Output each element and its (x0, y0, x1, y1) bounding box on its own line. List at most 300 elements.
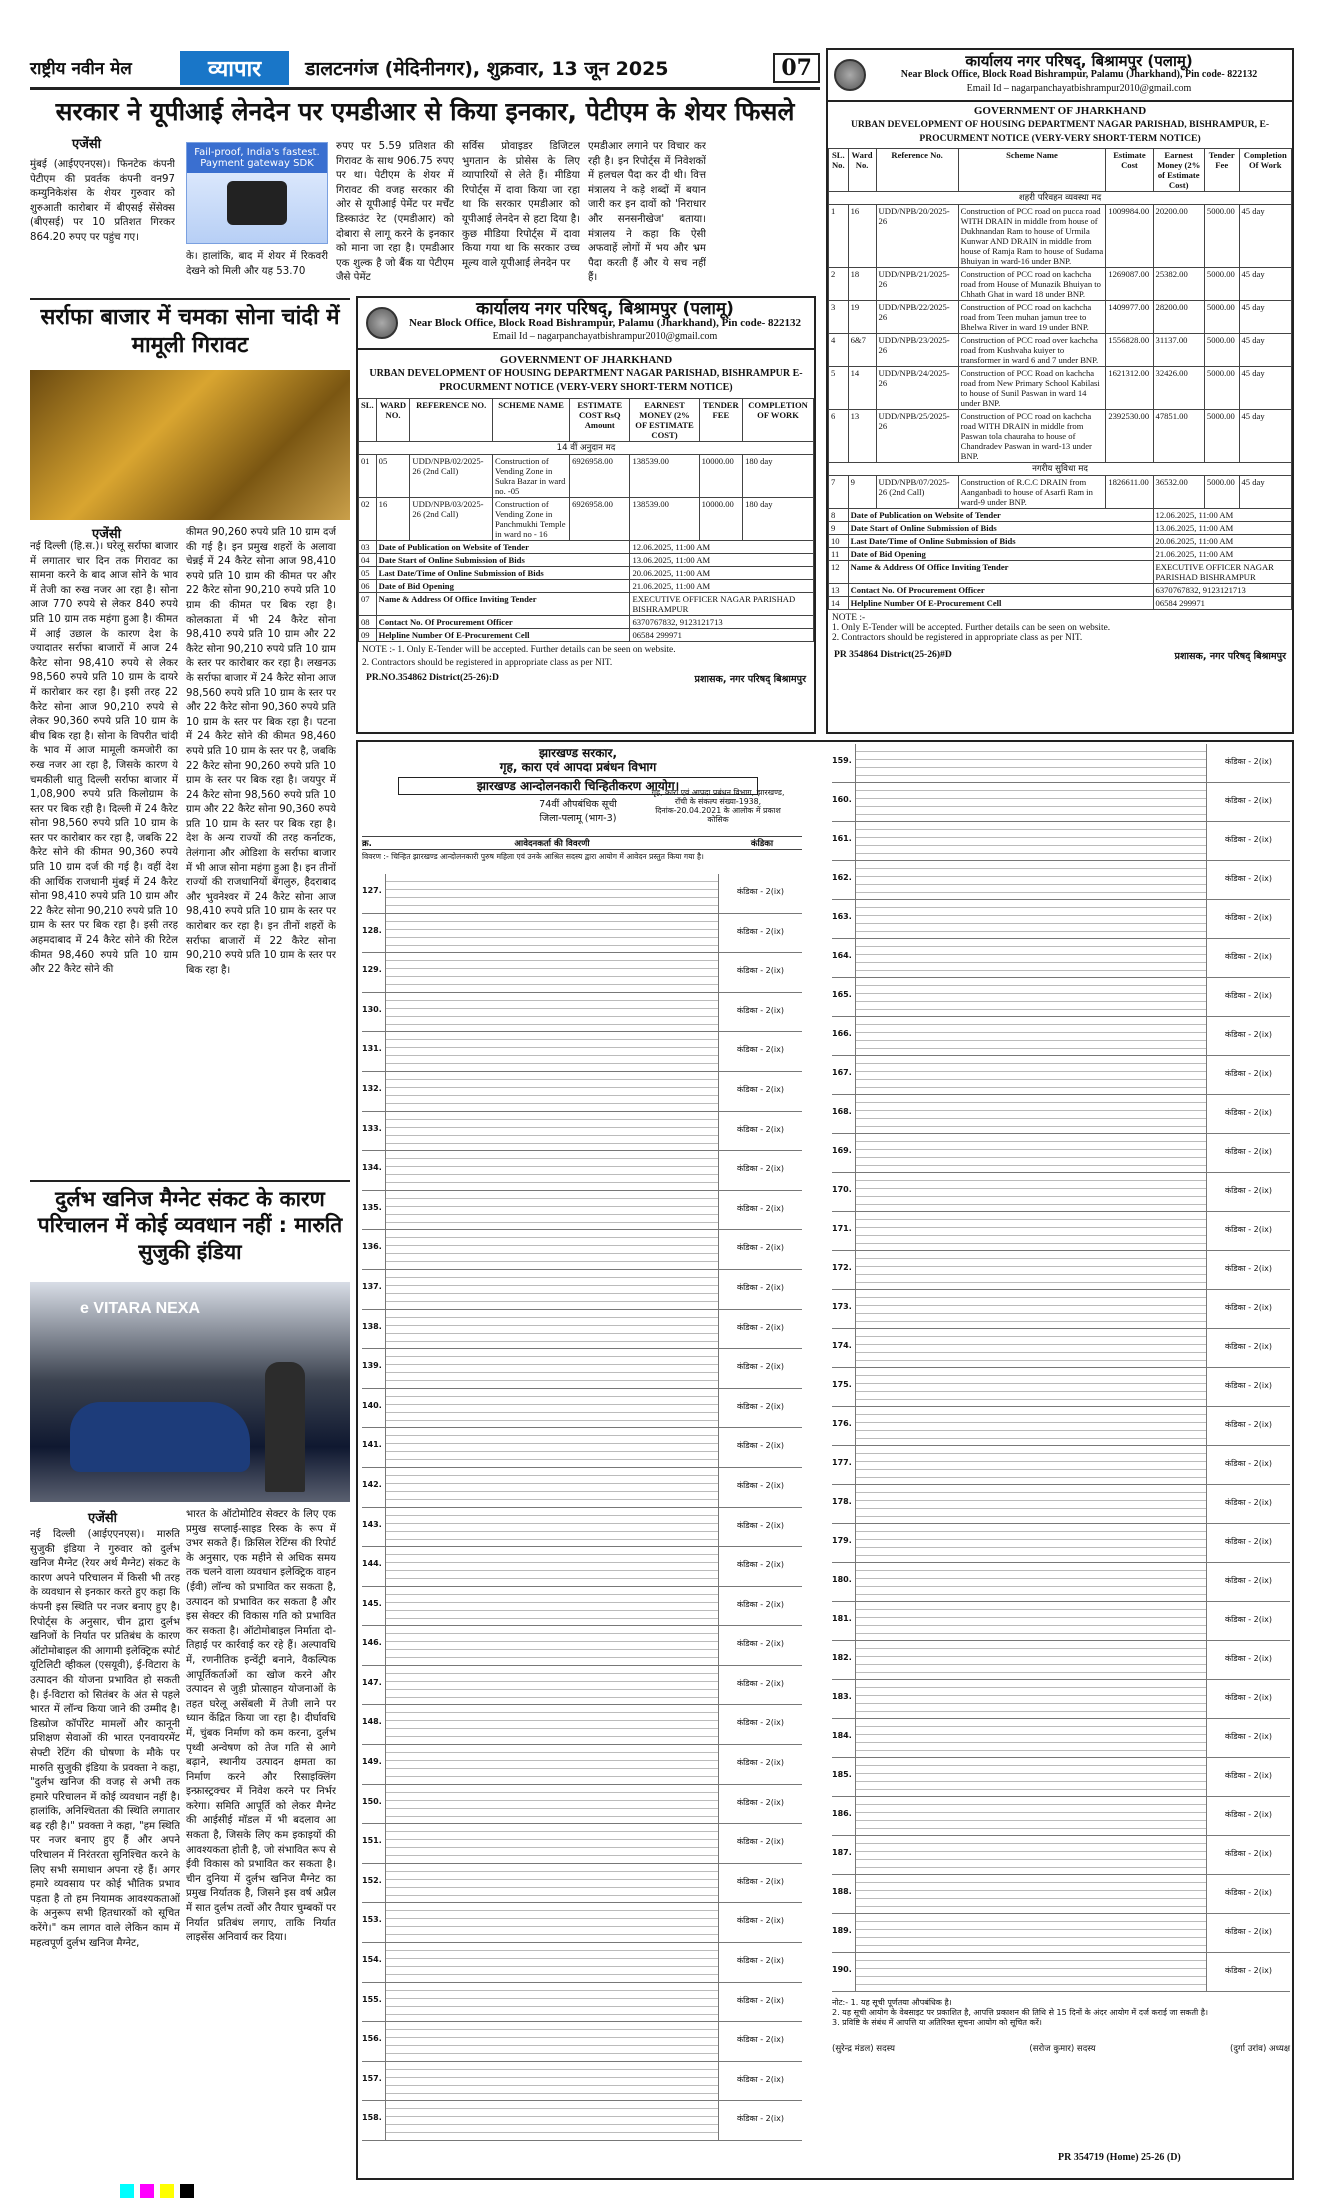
info-row (829, 522, 1292, 535)
entry-clause: कंडिका - 2(ix) (1206, 1836, 1290, 1874)
info-serial: 14 (829, 597, 849, 610)
headline-paytm: सरकार ने यूपीआई लेनदेन पर एमडीआर से किया इनकार, पेटीएम के शेयर फिसले (55, 97, 795, 126)
entry-clause: कंडिका - 2(ix) (718, 1903, 802, 1942)
info-label: Date of Bid Opening (848, 548, 1153, 561)
entry-details (856, 1602, 1206, 1640)
entry-clause: कंडिका - 2(ix) (1206, 1680, 1290, 1718)
signatory: प्रशासक, नगर परिषद् बिश्रामपुर (1174, 651, 1286, 662)
table-cell: 14 (848, 367, 876, 410)
notice-title: URBAN DEVELOPMENT OF HOUSING DEPARTMENT NAGAR PARISHAD, BISHRAMPUR E-PROCURMENT NOTICE (VERY-VERY SHORT-TERM NOTICE) (369, 368, 803, 393)
list-item (362, 1745, 802, 1785)
entry-details (386, 1705, 718, 1744)
list-item (362, 1587, 802, 1627)
list-item (362, 1428, 802, 1468)
info-value: 6370767832, 9123121713 (630, 616, 814, 629)
info-row (359, 616, 814, 629)
info-label: Helpline Number Of E-Procurement Cell (848, 597, 1153, 610)
entry-details (386, 1389, 718, 1428)
entry-serial: 177. (832, 1446, 856, 1484)
entry-clause: कंडिका - 2(ix) (718, 1824, 802, 1863)
entry-serial: 131. (362, 1032, 386, 1071)
table-cell: UDD/NPB/22/2025-26 (876, 301, 958, 334)
column-header: ESTIMATE COST RsQ Amount (570, 399, 630, 442)
info-value: 20.06.2025, 11:00 AM (1153, 535, 1291, 548)
notice-note: NOTE :- (832, 613, 866, 623)
entry-details (856, 1680, 1206, 1718)
article-col: सर्विस प्रोवाइडर डिजिटल भुगतान के प्रोसेस के लिए व्यापारियों से लेते हैं। मीडिया रिपोर्ट्स में दावा किया जा रहा था कि सरकार एमडीआर को यूपीआई लेनदेन से हटा दिया है। कुछ मीडिया रिपोर्ट्स में दावा किया गया था कि सरकार उच्च मूल्य वाले यूपीआई लेनदेन पर (462, 141, 580, 269)
info-serial: 06 (359, 580, 377, 593)
entry-details (386, 914, 718, 953)
entry-serial: 136. (362, 1230, 386, 1269)
entry-serial: 154. (362, 1943, 386, 1982)
table-row (829, 410, 1292, 463)
info-row (829, 597, 1292, 610)
entry-serial: 184. (832, 1719, 856, 1757)
entry-details (386, 1626, 718, 1665)
entry-clause: कंडिका - 2(ix) (1206, 1290, 1290, 1328)
list-item (362, 1032, 802, 1072)
entry-serial: 132. (362, 1072, 386, 1111)
entry-details (856, 1446, 1206, 1484)
table-cell: 10000.00 (699, 455, 742, 498)
list-item (832, 1836, 1290, 1875)
table-cell: 1 (829, 205, 849, 268)
entry-details (386, 1785, 718, 1824)
entry-clause: कंडिका - 2(ix) (718, 1428, 802, 1467)
entry-clause: कंडिका - 2(ix) (1206, 861, 1290, 899)
entry-details (386, 1547, 718, 1586)
headline-maruti: दुर्लभ खनिज मैग्नेट संकट के कारण परिचालन में कोई व्यवधान नहीं : मारुति सुजुकी इंडिया (37, 1187, 343, 1264)
entry-serial: 175. (832, 1368, 856, 1406)
info-row (359, 567, 814, 580)
table-cell: 6&7 (848, 334, 876, 367)
entry-clause: कंडिका - 2(ix) (1206, 1173, 1290, 1211)
entry-clause: कंडिका - 2(ix) (1206, 1641, 1290, 1679)
article-col: मुंबई (आईएएनएस)। फिनटेक कंपनी पेटीएम की प्रवर्तक कंपनी वन97 कम्युनिकेशंस के शेयर गुरुवार को शुरुआती कारोबार में बीएसई सेंसेक्स (बीएसई) पर 10 प्रतिशत गिरकर 864.20 रुपए पर पहुंच गए। (30, 159, 175, 243)
info-row (359, 541, 814, 554)
entry-clause: कंडिका - 2(ix) (718, 953, 802, 992)
entry-clause: कंडिका - 2(ix) (718, 1072, 802, 1111)
info-serial: 8 (829, 509, 849, 522)
table-cell: 1009984.00 (1106, 205, 1153, 268)
signatory: (सुरेन्द्र मंडल) सदस्य (832, 2044, 895, 2054)
info-row (829, 535, 1292, 548)
entry-details (856, 1875, 1206, 1913)
article-col: नई दिल्ली (आईएएनएस)। मारुति सुजुकी इंडिया ने गुरुवार को दुर्लभ खनिज मैग्नेट (रेयर अर्थ मैग्नेट) संकट के कारण अपने परिचालन में किसी भी तरह के व्यवधान से इनकार करते हुए कहा कि कंपनी इस स्थिति पर नजर बनाए हुए है। रिपोर्ट्स के अनुसार, चीन द्वारा दुर्लभ खनिजों के निर्यात पर प्रतिबंध के कारण ऑटोमोबाइल की आगामी इलेक्ट्रिक स्पोर्ट यूटिलिटी व्हीकल (एसयूवी), ई-विटारा के उत्पादन की योजना प्रभावित हो सकती है। ई-विटारा को सितंबर के अंत से पहले भारत में लॉन्च किया जाने की उम्मीद है। डिस्प्रोज कॉर्पोरेट मामलों और कानूनी प्रशिक्षण सेवाओं की भारत एनवायरमेंट सेफ्टी रेटिंग की घोषणा के मौके पर मारुति सुजुकी इंडिया के प्रवक्ता ने कहा, "दुर्लभ खनिज की वजह से अभी तक हमारे परिचालन में कोई व्यवधान नहीं है। हालांकि, अनिश्चितता की स्थिति लगातार बढ़ रही है।" प्रवक्ता ने कहा, "हम स्थिति पर नजर बनाए हुए हैं और अपने परिचालन में निरंतरता सुनिश्चित करने के लिए सभी समाधान अपना रहे हैं। अगर हमारे व्यवसाय पर कोई भौतिक प्रभाव पड़ता है तो हम नियामक आवश्यकताओं के अनुरूप सभी हितधारकों को सूचित करेंगे।" कम लागत वाले लेकिन काम में महत्वपूर्ण दुर्लभ खनिज मैग्नेट, (30, 1529, 180, 1949)
list-item (362, 914, 802, 954)
list-item (832, 1680, 1290, 1719)
info-label: Date of Bid Opening (376, 580, 630, 593)
entry-clause: कंडिका - 2(ix) (718, 914, 802, 953)
entry-clause: कंडिका - 2(ix) (718, 1547, 802, 1586)
entry-clause: कंडिका - 2(ix) (1206, 1602, 1290, 1640)
entry-clause: कंडिका - 2(ix) (718, 2022, 802, 2061)
table-cell: 45 day (1239, 301, 1292, 334)
list-title: 74वीं औपबंधिक सूची (539, 799, 617, 810)
list-item (832, 1095, 1290, 1134)
table-row (829, 268, 1292, 301)
list-item (362, 1270, 802, 1310)
info-serial: 13 (829, 584, 849, 597)
entry-clause: कंडिका - 2(ix) (1206, 1875, 1290, 1913)
entry-clause: कंडिका - 2(ix) (1206, 1914, 1290, 1952)
article-col: के। हालांकि, बाद में शेयर में रिकवरी देखने को मिली और यह 53.70 (186, 251, 328, 277)
table-cell: Construction of PCC road over kachcha road from Kushvaha kuiyer to transformer in ward 6 and 7 under BNP. (958, 334, 1106, 367)
entry-details (386, 1349, 718, 1388)
list-item (362, 1666, 802, 1706)
table-cell: 10000.00 (699, 498, 742, 541)
table-cell: UDD/NPB/07/2025-26 (2nd Call) (876, 476, 958, 509)
info-label: Name & Address Of Office Inviting Tender (848, 561, 1153, 584)
entry-clause: कंडिका - 2(ix) (718, 1508, 802, 1547)
resolution-ref: गृह, कारा एवं आपदा प्रबंधन विभाग, झारखण्ड, राँची के संकल्प संख्या-1938, दिनांक-20.04.2021 के आलोक में प्रकाश कोसिक (651, 788, 785, 824)
entry-serial: 156. (362, 2022, 386, 2061)
table-cell: 1621312.00 (1106, 367, 1153, 410)
column-header: REFERENCE NO. (410, 399, 493, 442)
info-label: Contact No. Of Procurement Officer (848, 584, 1153, 597)
table-cell: 13 (848, 410, 876, 463)
entry-details (856, 1563, 1206, 1601)
table-cell: UDD/NPB/21/2025-26 (876, 268, 958, 301)
entry-details (386, 993, 718, 1032)
entry-clause: कंडिका - 2(ix) (1206, 1251, 1290, 1289)
entry-serial: 135. (362, 1191, 386, 1230)
entry-details (386, 2101, 718, 2140)
table-cell: 47851.00 (1153, 410, 1204, 463)
entry-details (856, 1212, 1206, 1250)
list-item (362, 1785, 802, 1825)
entry-serial: 145. (362, 1587, 386, 1626)
table-cell: 5000.00 (1204, 410, 1239, 463)
entry-serial: 169. (832, 1134, 856, 1172)
notice-title: URBAN DEVELOPMENT OF HOUSING DEPARTMENT NAGAR PARISHAD, BISHRAMPUR, E-PROCURMENT NOTICE (VERY-VERY SHORT-TERM NOTICE) (850, 119, 1270, 144)
article-col: भारत के ऑटोमोटिव सेक्टर के लिए एक प्रमुख सप्लाई-साइड रिस्क के रूप में उभर सकते हैं। क्रिसिल रेटिंग्स की रिपोर्ट के अनुसार, एक महीने से अधिक समय तक चलने वाला व्यवधान इलेक्ट्रिक वाहन (ईवी) लॉन्च को प्रभावित कर सकता है, उत्पादन को प्रभावित कर सकता है और इस सेक्टर की विकास गति को प्रभावित कर सकता है। ऑटोमोबाइल निर्माता दो-तिहाई पर कार्रवाई कर रहे हैं। अल्पावधि में, रणनीतिक इन्वेंट्री बनाने, वैकल्पिक आपूर्तिकर्ताओं का खोज करने और उत्पादन से जुड़ी प्रोत्साहन योजनाओं के तहत घरेलू असेंबली में तेजी लाने पर ध्यान केंद्रित किया जा रहा है। दीर्घावधि में, चुंबक निर्माण को कम करना, दुर्लभ पृथ्वी अन्वेषण को तेज गति से आगे बढ़ाने, स्थानीय उत्पादन क्षमता का निर्माण करने और रिसाइक्लिंग इन्फ्रास्ट्रक्चर में निवेश करने पर निर्भर करेगा। समिति आपूर्ति को लेकर मैग्नेट की आईसीई मॉडल में भी बदलाव आ सकता है, जिसके लिए कम इकाइयों की आवश्यकता होती है, जो संभावित रूप से ईवी विकास को प्रभावित कर सकता है। चीन दुनिया में दुर्लभ खनिज मैग्नेट का प्रमुख निर्यातक है, जिसने इस वर्ष अप्रैल में सात दुर्लभ तत्वों और तैयार चुम्बकों पर निर्यात प्रतिबंध लगाए, ताकि निर्यात लाइसेंस अनिवार्य कर दिया। (186, 1509, 336, 1944)
entry-clause: कंडिका - 2(ix) (718, 1587, 802, 1626)
list-item (832, 1914, 1290, 1953)
entry-clause: कंडिका - 2(ix) (718, 1626, 802, 1665)
article-col: एमडीआर लगाने पर विचार कर रही है। इन रिपोर्ट्स में निवेशकों में हलचल पैदा कर दी थी। वित्त मंत्रालय ने कड़े शब्दों में बयान जारी कर इन दावों को 'निराधार और सनसनीखेज' बताया। मंत्रालय ने कहा कि ऐसी अफवाहें लोगों में भय और भ्रम पैदा करती हैं और ये सच नहीं हैं। (588, 141, 706, 284)
table-cell: 1269087.00 (1106, 268, 1153, 301)
list-item (832, 1563, 1290, 1602)
entry-serial: 158. (362, 2101, 386, 2140)
info-serial: 12 (829, 561, 849, 584)
entry-serial: 182. (832, 1641, 856, 1679)
table-cell: 6926958.00 (570, 498, 630, 541)
entry-details (856, 978, 1206, 1016)
table-cell: 32426.00 (1153, 367, 1204, 410)
info-label: Date of Publication on Website of Tender (848, 509, 1153, 522)
list-item (832, 1134, 1290, 1173)
entry-serial: 139. (362, 1349, 386, 1388)
entry-details (386, 1943, 718, 1982)
entry-clause: कंडिका - 2(ix) (1206, 978, 1290, 1016)
entry-details (856, 783, 1206, 821)
column-header: Completion Of Work (1239, 149, 1292, 192)
entry-serial: 188. (832, 1875, 856, 1913)
list-item (832, 1602, 1290, 1641)
list-item (362, 1349, 802, 1389)
entry-details (386, 1151, 718, 1190)
list-item (362, 1112, 802, 1152)
list-item (832, 1251, 1290, 1290)
entry-clause: कंडिका - 2(ix) (1206, 1524, 1290, 1562)
table-cell: UDD/NPB/23/2025-26 (876, 334, 958, 367)
info-serial: 05 (359, 567, 377, 580)
list-item (832, 939, 1290, 978)
andolankari-notice (356, 740, 1294, 2180)
info-serial: 04 (359, 554, 377, 567)
entry-details (386, 2022, 718, 2061)
info-label: Last Date/Time of Online Submission of Bids (848, 535, 1153, 548)
entry-details (856, 1641, 1206, 1679)
entry-clause: कंडिका - 2(ix) (1206, 939, 1290, 977)
gov-title: GOVERNMENT OF JHARKHAND (499, 354, 673, 366)
entry-details (856, 1368, 1206, 1406)
list-item (832, 822, 1290, 861)
entry-serial: 189. (832, 1914, 856, 1952)
entry-serial: 157. (362, 2062, 386, 2101)
entry-details (856, 1836, 1206, 1874)
district-title: जिला-पलामू (भाग-3) (539, 813, 617, 824)
list-item (362, 1626, 802, 1666)
entry-clause: कंडिका - 2(ix) (718, 1785, 802, 1824)
article-col: रुपए पर 5.59 प्रतिशत की गिरावट के साथ 906.75 रुपए पर था। पेटीएम के शेयर में गिरावट की वजह सरकार की ओर से यूपीआई पेमेंट पर मर्चेंट डिस्काउंट रेट (एमडीआर) को दोबारा से लागू करने के इनकार को माना जा रहा है। एमडीआर एक शुल्क है जो बैंक या पेटीएम जैसे पेमेंट (336, 141, 454, 284)
entry-details (856, 1407, 1206, 1445)
ad-text: Fail-proof, India's fastest. Payment gateway SDK (187, 143, 327, 173)
entry-serial: 176. (832, 1407, 856, 1445)
info-serial: 09 (359, 629, 377, 642)
entry-details (386, 1032, 718, 1071)
entry-details (386, 1072, 718, 1111)
entry-details (856, 1134, 1206, 1172)
entry-serial: 134. (362, 1151, 386, 1190)
car-shape (70, 1402, 250, 1472)
person-shape (265, 1362, 305, 1492)
entry-clause: कंडिका - 2(ix) (718, 1191, 802, 1230)
entry-details (856, 900, 1206, 938)
entry-clause: कंडिका - 2(ix) (718, 1468, 802, 1507)
table-cell: Construction of PCC road on kachcha road from Teen muhan jamun tree to Bhelwa River in ward 19 under BNP. (958, 301, 1106, 334)
entry-serial: 151. (362, 1824, 386, 1863)
entry-details (386, 874, 718, 913)
entry-details (856, 1173, 1206, 1211)
list-item (832, 1290, 1290, 1329)
list-item (832, 1368, 1290, 1407)
entry-serial: 152. (362, 1864, 386, 1903)
entry-details (386, 1230, 718, 1269)
column-header: EARNEST MONEY (2% OF ESTIMATE COST) (630, 399, 699, 442)
entry-serial: 160. (832, 783, 856, 821)
entry-clause: कंडिका - 2(ix) (1206, 1485, 1290, 1523)
entry-serial: 141. (362, 1428, 386, 1467)
info-label: Date Start of Online Submission of Bids (848, 522, 1153, 535)
gold-jewellery-photo (30, 370, 350, 520)
info-label: Name & Address Of Office Inviting Tender (376, 593, 630, 616)
list-item (362, 1943, 802, 1983)
entry-serial: 166. (832, 1017, 856, 1055)
entry-details (386, 1745, 718, 1784)
entry-clause: कंडिका - 2(ix) (1206, 1797, 1290, 1835)
table-row (359, 455, 814, 498)
entry-clause: कंडिका - 2(ix) (1206, 1563, 1290, 1601)
entry-serial: 144. (362, 1547, 386, 1586)
page-number: 07 (773, 53, 820, 83)
info-value: 12.06.2025, 11:00 AM (630, 541, 814, 554)
info-row (359, 593, 814, 616)
table-cell: 19 (848, 301, 876, 334)
info-row (829, 548, 1292, 561)
list-item (362, 1151, 802, 1191)
entry-serial: 155. (362, 1983, 386, 2022)
notice-note: NOTE :- 1. Only E-Tender will be accepted. Further details can be seen on website. (362, 645, 676, 655)
table-cell: 2392530.00 (1106, 410, 1153, 463)
info-value: 13.06.2025, 11:00 AM (1153, 522, 1291, 535)
entry-details (856, 1914, 1206, 1952)
list-item (362, 1705, 802, 1745)
table-row (829, 476, 1292, 509)
section-subhead: 14 वीं अनुदान मद (359, 442, 814, 455)
table-cell: 20200.00 (1153, 205, 1204, 268)
table-cell: 25382.00 (1153, 268, 1204, 301)
table-cell: 16 (848, 205, 876, 268)
footnote: 3. प्रविष्टि के संबंध में आपत्ति या अतिरिक्त सूचना आयोग को सूचित करें। (832, 2018, 1042, 2027)
entry-serial: 167. (832, 1056, 856, 1094)
car-banner-text: e VITARA NEXA (80, 1300, 201, 1317)
table-cell: 180 day (743, 455, 814, 498)
table-cell: 5000.00 (1204, 367, 1239, 410)
table-cell: Construction of PCC road on kachcha road WITH DRAIN in middle from Paswan tola chauraha to house of Chandradev Paswan in ward-13 under BNP. (958, 410, 1106, 463)
col-serial: क्र. (362, 839, 372, 849)
entry-clause: कंडिका - 2(ix) (718, 1705, 802, 1744)
entry-details (856, 1056, 1206, 1094)
table-cell: Construction of PCC road on kachcha road from House of Munazik Bhuiyan to Chhath Ghat in ward 18 under BNP. (958, 268, 1106, 301)
office-name: कार्यालय नगर परिषद्, बिश्रामपुर (पलामू) (965, 52, 1193, 70)
table-cell: 2 (829, 268, 849, 301)
entry-serial: 147. (362, 1666, 386, 1705)
info-label: Last Date/Time of Online Submission of Bids (376, 567, 630, 580)
entry-serial: 187. (832, 1836, 856, 1874)
entry-serial: 179. (832, 1524, 856, 1562)
info-row (359, 629, 814, 642)
table-cell: 3 (829, 301, 849, 334)
entry-clause: कंडिका - 2(ix) (718, 2062, 802, 2101)
column-header: SL. No. (829, 149, 849, 192)
entry-details (856, 1953, 1206, 1991)
table-cell: 1409977.00 (1106, 301, 1153, 334)
entry-details (856, 939, 1206, 977)
info-value: 13.06.2025, 11:00 AM (630, 554, 814, 567)
info-row (829, 584, 1292, 597)
section-subhead: शहरी परिवहन व्यवस्था मद (829, 192, 1292, 205)
column-header: Ward No. (848, 149, 876, 192)
office-email: Email Id – nagarpanchayatbishrampur2010@gmail.com (492, 331, 718, 342)
entry-details (856, 1485, 1206, 1523)
paper-brand: राष्ट्रीय नवीन मेल (30, 59, 132, 79)
list-item (832, 1017, 1290, 1056)
table-cell: 4 (829, 334, 849, 367)
table-cell: 6926958.00 (570, 455, 630, 498)
table-cell: 45 day (1239, 205, 1292, 268)
entry-clause: कंडिका - 2(ix) (1206, 1719, 1290, 1757)
table-cell: UDD/NPB/03/2025-26 (2nd Call) (410, 498, 493, 541)
table-cell: 1826611.00 (1106, 476, 1153, 509)
info-row (829, 561, 1292, 584)
info-value: 12.06.2025, 11:00 AM (1153, 509, 1291, 522)
entry-clause: कंडिका - 2(ix) (1206, 744, 1290, 782)
notice-note: 2. Contractors should be registered in appropriate class as per NIT. (362, 658, 613, 668)
entry-clause: कंडिका - 2(ix) (718, 993, 802, 1032)
entry-serial: 146. (362, 1626, 386, 1665)
entry-serial: 171. (832, 1212, 856, 1250)
list-item (832, 1758, 1290, 1797)
table-cell: 138539.00 (630, 498, 699, 541)
entry-serial: 143. (362, 1508, 386, 1547)
list-item (362, 1389, 802, 1429)
table-cell: 45 day (1239, 476, 1292, 509)
col-details: आवेदनकर्ता की विवरणी (514, 839, 590, 849)
list-item (832, 900, 1290, 939)
info-value: 06584 299971 (630, 629, 814, 642)
entry-serial: 140. (362, 1389, 386, 1428)
entry-clause: कंडिका - 2(ix) (1206, 822, 1290, 860)
entry-details (856, 1758, 1206, 1796)
list-item (832, 783, 1290, 822)
entry-clause: कंडिका - 2(ix) (1206, 1446, 1290, 1484)
list-item (832, 1329, 1290, 1368)
info-serial: 03 (359, 541, 377, 554)
entry-clause: कंडिका - 2(ix) (1206, 1095, 1290, 1133)
entry-serial: 164. (832, 939, 856, 977)
tender-table (828, 148, 1292, 610)
table-cell: UDD/NPB/02/2025-26 (2nd Call) (410, 455, 493, 498)
column-header: WARD NO. (376, 399, 410, 442)
section-label: व्यापार (180, 51, 289, 85)
entry-serial: 128. (362, 914, 386, 953)
info-serial: 11 (829, 548, 849, 561)
ad-box (186, 142, 328, 244)
table-cell: 6 (829, 410, 849, 463)
list-item (832, 978, 1290, 1017)
entry-serial: 137. (362, 1270, 386, 1309)
masthead (30, 48, 820, 90)
list-item (832, 1173, 1290, 1212)
entry-clause: कंडिका - 2(ix) (718, 1864, 802, 1903)
table-cell: 5000.00 (1204, 334, 1239, 367)
info-value: EXECUTIVE OFFICER NAGAR PARISHAD BISHRAMPUR (1153, 561, 1291, 584)
entry-serial: 129. (362, 953, 386, 992)
entry-list-right (832, 744, 1290, 1994)
entry-clause: कंडिका - 2(ix) (718, 1349, 802, 1388)
table-cell: 5000.00 (1204, 205, 1239, 268)
entry-details (856, 822, 1206, 860)
table-cell: UDD/NPB/25/2025-26 (876, 410, 958, 463)
entry-details (856, 1095, 1206, 1133)
list-item (362, 874, 802, 914)
entry-details (856, 744, 1206, 782)
table-cell: 5000.00 (1204, 476, 1239, 509)
info-value: EXECUTIVE OFFICER NAGAR PARISHAD BISHRAMPUR (630, 593, 814, 616)
table-row (829, 367, 1292, 410)
entry-details (386, 1468, 718, 1507)
info-serial: 9 (829, 522, 849, 535)
table-cell: 16 (376, 498, 410, 541)
info-value: 21.06.2025, 11:00 AM (630, 580, 814, 593)
table-cell: Construction of R.C.C DRAIN from Aanganbadi to house of Asarfi Ram in ward-9 under BNP. (958, 476, 1106, 509)
info-row (359, 580, 814, 593)
pr-number: PR 354864 District(25-26)#D (834, 649, 952, 660)
entry-details (386, 1903, 718, 1942)
entry-clause: कंडिका - 2(ix) (718, 1151, 802, 1190)
